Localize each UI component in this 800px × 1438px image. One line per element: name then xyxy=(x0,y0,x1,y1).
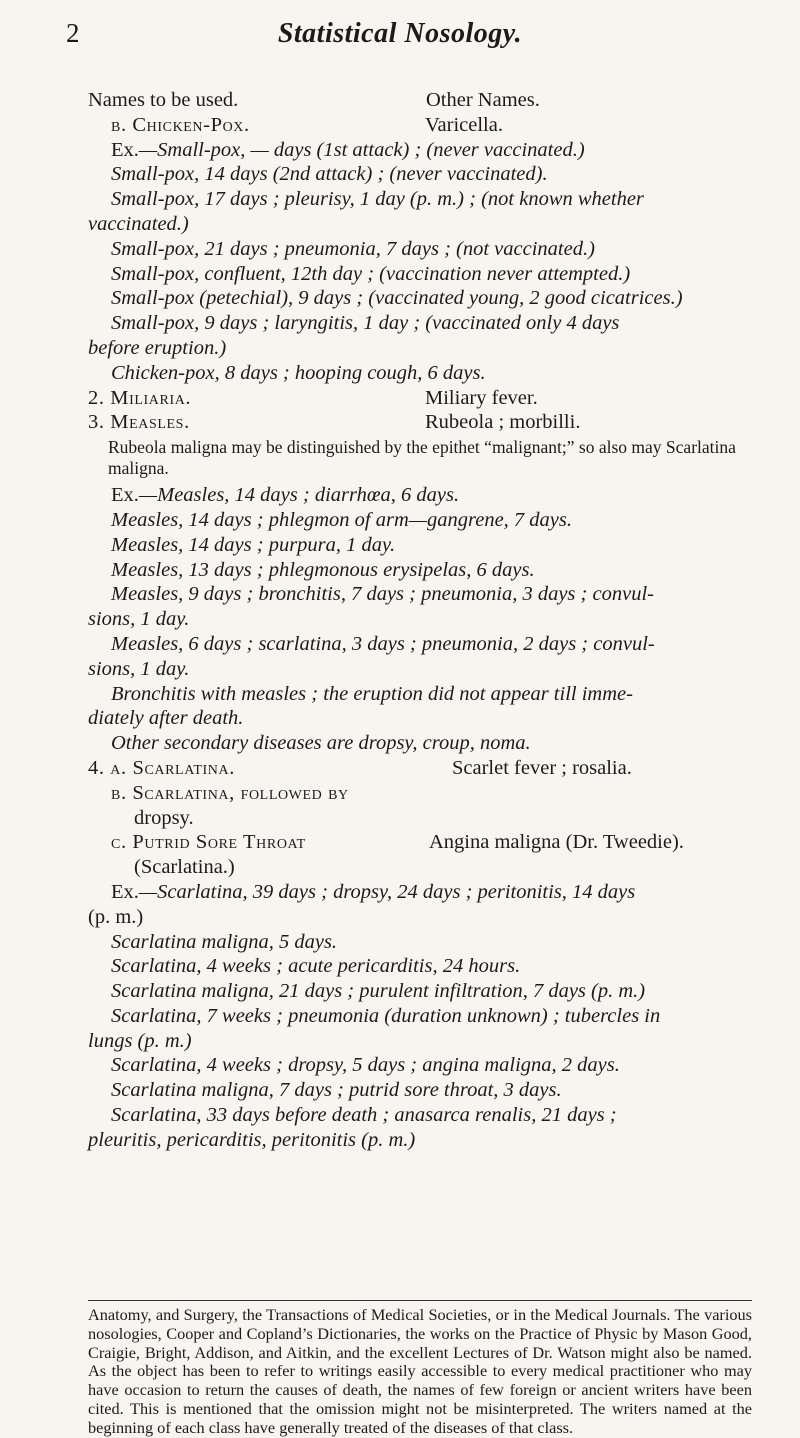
entry-scarlatina-b: b. Scarlatina, followed by xyxy=(111,781,349,804)
example-line: Other secondary diseases are dropsy, croup, noma. xyxy=(111,732,531,755)
example-line: Bronchitis with measles ; the eruption did not appear till imme- xyxy=(111,682,633,705)
entry-other-name: Angina maligna (Dr. Tweedie). xyxy=(429,831,684,854)
page-number: 2 xyxy=(66,18,80,48)
entry-scarlatina-b-cont: dropsy. xyxy=(134,806,194,829)
example-line: Small-pox, 9 days ; laryngitis, 1 day ; (vaccinated only 4 days xyxy=(111,312,620,335)
example-line: Measles, 6 days ; scarlatina, 3 days ; pneumonia, 2 days ; convul- xyxy=(111,632,655,655)
example-line: Measles, 14 days ; purpura, 1 day. xyxy=(111,533,396,556)
entry-name: c. Putrid Sore Throat xyxy=(111,831,306,854)
example-line: Scarlatina maligna, 21 days ; purulent infiltration, 7 days (p. m.) xyxy=(111,980,646,1003)
entry-scarlatina-a xyxy=(88,756,752,781)
example-line: Chicken-pox, 8 days ; hooping cough, 6 days. xyxy=(111,361,486,384)
column-headings xyxy=(88,88,752,113)
example-line: Ex.—Scarlatina, 39 days ; dropsy, 24 days ; peritonitis, 14 days xyxy=(111,880,636,903)
entry-putrid-sore-throat-paren: (Scarlatina.) xyxy=(134,856,235,879)
example-line: Ex.—Measles, 14 days ; diarrhœa, 6 days. xyxy=(111,484,460,507)
footnote-divider xyxy=(88,1300,752,1301)
example-line: lungs (p. m.) xyxy=(88,1029,192,1052)
example-line: Measles, 9 days ; bronchitis, 7 days ; pneumonia, 3 days ; convul- xyxy=(111,583,654,606)
example-line: Measles, 13 days ; phlegmonous erysipelas, 6 days. xyxy=(111,558,535,581)
entry-chicken-pox xyxy=(88,113,752,138)
example-line: Measles, 14 days ; phlegmon of arm—gangrene, 7 days. xyxy=(111,508,572,531)
footnote: Anatomy, and Surgery, the Transactions of Medical Societies, or in the Medical Journals. The various nosologies, Cooper and Copland’s Dictionaries, the works on the Practice of Physic by Mason Good, Craigie, Bright, Addison, and Aitkin, and the excellent Lectures of Dr. Watson might also be named. As the object has been to refer to writings easily accessible to every medical practitioner who may have occasion to return the causes of death, the names of few foreign or ancient writers have been cited. This is mentioned that the omission might not be misinterpreted. The writers named at the beginning of each class have generally treated of the diseases of that class. xyxy=(88,1305,752,1437)
example-line: Scarlatina maligna, 5 days. xyxy=(111,930,338,953)
entry-putrid-sore-throat xyxy=(88,830,752,855)
example-line: Ex.—Small-pox, — days (1st attack) ; (never vaccinated.) xyxy=(111,138,585,161)
running-title: Statistical Nosology. xyxy=(277,18,523,49)
example-line: diately after death. xyxy=(88,707,244,730)
main-text xyxy=(88,88,752,1153)
entry-other-name: Scarlet fever ; rosalia. xyxy=(452,756,632,779)
example-line: Small-pox, 17 days ; pleurisy, 1 day (p. m.) ; (not known whether xyxy=(111,188,644,211)
entry-name: 2. Miliaria. xyxy=(88,386,192,409)
example-line: Scarlatina, 4 weeks ; acute pericarditis, 24 hours. xyxy=(111,955,521,978)
example-line: vaccinated.) xyxy=(88,212,189,235)
page-header xyxy=(66,18,734,58)
entry-name: 3. Measles. xyxy=(88,411,190,434)
example-line: (p. m.) xyxy=(88,905,144,928)
example-line: Scarlatina maligna, 7 days ; putrid sore throat, 3 days. xyxy=(111,1079,562,1102)
names-to-be-used-heading: Names to be used. xyxy=(88,89,239,111)
entry-measles xyxy=(88,410,752,435)
example-line: Small-pox, 21 days ; pneumonia, 7 days ; (not vaccinated.) xyxy=(111,237,595,260)
entry-other-name: Rubeola ; morbilli. xyxy=(425,411,581,434)
entry-name: b. Chicken-Pox. xyxy=(111,113,250,136)
example-line: Scarlatina, 4 weeks ; dropsy, 5 days ; angina maligna, 2 days. xyxy=(111,1054,620,1077)
entry-other-name: Varicella. xyxy=(425,113,503,136)
example-line: Small-pox (petechial), 9 days ; (vaccinated young, 2 good cicatrices.) xyxy=(111,287,683,310)
entry-miliaria xyxy=(88,386,752,411)
entry-other-name: Miliary fever. xyxy=(425,386,538,409)
example-line: sions, 1 day. xyxy=(88,608,190,631)
example-line: Small-pox, 14 days (2nd attack) ; (never vaccinated). xyxy=(111,163,548,186)
example-line: Small-pox, confluent, 12th day ; (vaccination never attempted.) xyxy=(111,262,631,285)
entry-name: 4. a. Scarlatina. xyxy=(88,756,235,779)
example-line: pleuritis, pericarditis, peritonitis (p. m.) xyxy=(88,1128,416,1151)
example-line: sions, 1 day. xyxy=(88,657,190,680)
other-names-heading: Other Names. xyxy=(426,89,540,111)
example-line: before eruption.) xyxy=(88,336,227,359)
example-line: Scarlatina, 33 days before death ; anasarca renalis, 21 days ; xyxy=(111,1104,617,1127)
example-line: Scarlatina, 7 weeks ; pneumonia (duration unknown) ; tubercles in xyxy=(111,1004,661,1027)
rubeola-note: Rubeola maligna may be distinguished by the epithet “malignant;” so also may Scarlatina maligna. xyxy=(108,437,736,479)
